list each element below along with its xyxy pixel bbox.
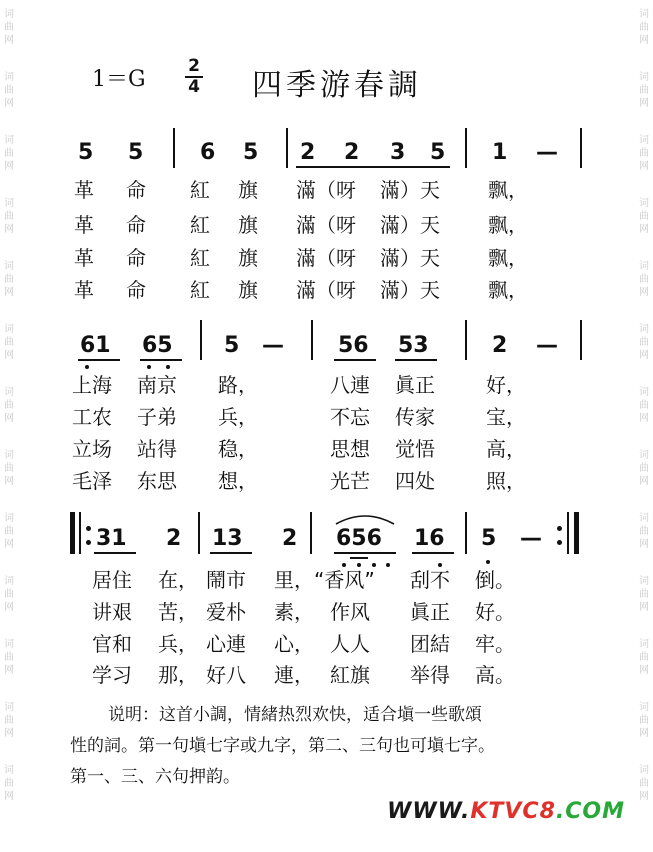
note: 2 xyxy=(282,526,298,551)
lyric: 滿（呀 xyxy=(296,178,356,202)
lyric: 官和 xyxy=(92,632,132,656)
lyric: 命 xyxy=(126,178,146,202)
lyric: 革 xyxy=(74,278,94,302)
lyric: 光芒 xyxy=(330,469,370,493)
lyric: 兵， xyxy=(158,632,198,656)
note: 2 xyxy=(492,333,508,358)
lyric: 立场 xyxy=(72,437,112,461)
low-octave-dot xyxy=(486,560,490,564)
lyric: 八連 xyxy=(330,373,370,397)
eighth-underline xyxy=(334,359,376,361)
eighth-underline xyxy=(210,552,252,554)
lyric: 滿（呀 xyxy=(296,278,356,302)
lyric: 毛泽 xyxy=(72,469,112,493)
lyric: 照， xyxy=(486,469,526,493)
note: 5 xyxy=(128,140,144,165)
left-watermark-strip xyxy=(2,0,16,852)
lyric: 滿（呀 xyxy=(296,246,356,270)
bar-line xyxy=(311,320,313,360)
note: 5 xyxy=(430,140,446,165)
bar-line xyxy=(465,128,467,168)
lyric: 飘， xyxy=(488,246,528,270)
note: 2 xyxy=(166,526,182,551)
lyric: 苦， xyxy=(158,600,198,624)
watermark: 词曲网 xyxy=(4,639,14,676)
watermark: 词曲网 xyxy=(4,450,14,487)
lyric: 兵， xyxy=(218,405,258,429)
watermark: 词曲网 xyxy=(639,576,649,613)
watermark: 词曲网 xyxy=(639,9,649,46)
lyric: 高， xyxy=(486,437,526,461)
watermark: 词曲网 xyxy=(639,135,649,172)
sustain-dash: — xyxy=(536,333,558,358)
lyric: 飘， xyxy=(488,213,528,237)
lyric: 东思 xyxy=(137,469,177,493)
lyric: 紅 xyxy=(190,278,210,302)
bar-line xyxy=(173,128,175,168)
lyric: 眞正 xyxy=(410,600,450,624)
repeat-dot xyxy=(557,526,562,531)
watermark: 词曲网 xyxy=(639,387,649,424)
lyric: 心， xyxy=(274,632,314,656)
note: 6 xyxy=(200,140,216,165)
lyric: 革 xyxy=(74,178,94,202)
lyric: 旗 xyxy=(238,213,258,237)
watermark: 词曲网 xyxy=(4,765,14,802)
repeat-dot xyxy=(86,540,91,545)
lyric: 好八 xyxy=(206,663,246,687)
watermark: 词曲网 xyxy=(639,324,649,361)
eighth-underline xyxy=(140,359,182,361)
lyric: 倒。 xyxy=(475,568,515,592)
lyric: 紅旗 xyxy=(330,663,370,687)
lyric: 作风 xyxy=(330,600,370,624)
note-line-1: 说明：这首小調，情緒热烈欢快，适合塡一些歌頌 xyxy=(108,705,482,725)
lyric: 眞正 xyxy=(395,373,435,397)
note: 56 xyxy=(338,333,369,358)
low-octave-dot xyxy=(147,365,151,369)
lyric: 工农 xyxy=(72,405,112,429)
lyric: 命 xyxy=(126,213,146,237)
watermark: 词曲网 xyxy=(4,135,14,172)
note: 13 xyxy=(212,526,243,551)
sustain-dash: — xyxy=(520,526,542,551)
lyric: 刮不 xyxy=(410,568,450,592)
lyric: 心連 xyxy=(206,632,246,656)
repeat-start-thin-bar xyxy=(79,512,81,554)
note: 5 xyxy=(224,333,240,358)
bar-line xyxy=(580,128,582,168)
lyric: 好。 xyxy=(475,600,515,624)
note: 61 xyxy=(80,333,111,358)
lyric: 紅 xyxy=(190,213,210,237)
repeat-end-thick-bar xyxy=(574,512,579,554)
repeat-dot xyxy=(86,526,91,531)
lyric: 站得 xyxy=(137,437,177,461)
time-signature-top: 2 xyxy=(188,56,200,76)
note: 1 xyxy=(492,140,508,165)
bar-line xyxy=(310,512,312,554)
song-title: 四季游春調 xyxy=(252,68,422,103)
lyric: 革 xyxy=(74,213,94,237)
lyric: 团結 xyxy=(410,632,450,656)
brand-suffix: .COM xyxy=(555,799,625,824)
low-octave-dot xyxy=(438,563,442,567)
watermark: 词曲网 xyxy=(639,702,649,739)
bar-line xyxy=(465,320,467,360)
sustain-dash: — xyxy=(536,140,558,165)
lyric: 旗 xyxy=(238,278,258,302)
eighth-underline xyxy=(296,166,450,168)
site-watermark-logo xyxy=(387,799,625,824)
slur-arc xyxy=(334,512,396,526)
watermark: 词曲网 xyxy=(639,765,649,802)
low-octave-dot xyxy=(372,563,376,567)
lyric: 滿）天 xyxy=(380,246,440,270)
lyric: 人人 xyxy=(330,632,370,656)
time-signature-bottom: 4 xyxy=(188,77,200,97)
lyric: 不忘 xyxy=(330,405,370,429)
lyric: 紅 xyxy=(190,178,210,202)
low-octave-dot xyxy=(342,563,346,567)
lyric: 好， xyxy=(486,373,526,397)
watermark: 词曲网 xyxy=(639,261,649,298)
lyric: 素， xyxy=(274,600,314,624)
lyric: 爱朴 xyxy=(206,600,246,624)
lyric: 稳， xyxy=(218,437,258,461)
watermark: 词曲网 xyxy=(4,324,14,361)
lyric: 想， xyxy=(218,469,258,493)
note: 53 xyxy=(398,333,429,358)
lyric: 子弟 xyxy=(137,405,177,429)
lyric: 四处 xyxy=(395,469,435,493)
eighth-underline xyxy=(334,552,396,554)
bar-line xyxy=(200,320,202,360)
lyric: 飘， xyxy=(488,178,528,202)
lyric: 革 xyxy=(74,246,94,270)
watermark: 词曲网 xyxy=(639,198,649,235)
lyric: 举得 xyxy=(410,663,450,687)
lyric: 滿）天 xyxy=(380,213,440,237)
repeat-dot xyxy=(557,540,562,545)
lyric: 命 xyxy=(126,246,146,270)
lyric: 居住 xyxy=(92,568,132,592)
right-watermark-strip xyxy=(637,0,651,852)
note: 5 xyxy=(481,526,497,551)
lyric: 旗 xyxy=(238,246,258,270)
lyric: 鬧市 xyxy=(206,568,246,592)
bar-line xyxy=(580,320,582,360)
lyric: 宝， xyxy=(486,405,526,429)
note: 656 xyxy=(336,526,382,551)
watermark: 词曲网 xyxy=(4,513,14,550)
lyric: 在， xyxy=(158,568,198,592)
time-signature xyxy=(183,58,205,96)
eighth-underline xyxy=(395,359,437,361)
low-octave-dot xyxy=(85,365,89,369)
note: 65 xyxy=(142,333,173,358)
watermark: 词曲网 xyxy=(4,198,14,235)
lyric: 滿（呀 xyxy=(296,213,356,237)
lyric: 命 xyxy=(126,278,146,302)
watermark: 词曲网 xyxy=(4,261,14,298)
lyric: 旗 xyxy=(238,178,258,202)
low-octave-dot xyxy=(357,563,361,567)
eighth-underline xyxy=(412,552,454,554)
note: 31 xyxy=(96,526,127,551)
bar-line xyxy=(286,128,288,168)
watermark: 词曲网 xyxy=(639,450,649,487)
lyric: 讲艰 xyxy=(92,600,132,624)
lyric: 高。 xyxy=(475,663,515,687)
watermark: 词曲网 xyxy=(4,9,14,46)
note: 2 xyxy=(300,140,316,165)
watermark: 词曲网 xyxy=(639,513,649,550)
lyric: 上海 xyxy=(72,373,112,397)
watermark: 词曲网 xyxy=(4,387,14,424)
lyric: 牢。 xyxy=(475,632,515,656)
lyric: 觉悟 xyxy=(395,437,435,461)
watermark: 词曲网 xyxy=(4,702,14,739)
note: 2 xyxy=(344,140,360,165)
eighth-underline xyxy=(78,359,120,361)
lyric: 飘， xyxy=(488,278,528,302)
key-signature: 1＝G xyxy=(92,67,146,92)
low-octave-dot xyxy=(386,563,390,567)
watermark: 词曲网 xyxy=(639,72,649,109)
bar-line xyxy=(198,512,200,554)
brand-name: KTVC8 xyxy=(470,799,556,824)
note-line-3: 第一、三、六句押韵。 xyxy=(70,767,240,787)
watermark: 词曲网 xyxy=(4,576,14,613)
lyric: 学习 xyxy=(92,663,132,687)
sustain-dash: — xyxy=(262,333,284,358)
lyric: 南京 xyxy=(137,373,177,397)
bar-line xyxy=(465,512,467,554)
lyric: “香风” xyxy=(314,568,375,592)
sixteenth-underline xyxy=(350,557,368,559)
note-line-2: 性的詞。第一句塡七字或九字，第二、三句也可塡七字。 xyxy=(70,736,495,756)
lyric: 那， xyxy=(158,663,198,687)
repeat-start-thick-bar xyxy=(70,512,75,554)
lyric: 滿）天 xyxy=(380,178,440,202)
lyric: 連， xyxy=(274,663,314,687)
lyric: 传家 xyxy=(395,405,435,429)
lyric: 滿）天 xyxy=(380,278,440,302)
low-octave-dot xyxy=(166,365,170,369)
eighth-underline xyxy=(94,552,136,554)
note: 5 xyxy=(243,140,259,165)
lyric: 里， xyxy=(274,568,314,592)
note: 5 xyxy=(78,140,94,165)
lyric: 思想 xyxy=(330,437,370,461)
lyric: 路， xyxy=(218,373,258,397)
repeat-end-thin-bar xyxy=(567,512,569,554)
watermark: 词曲网 xyxy=(4,72,14,109)
lyric: 紅 xyxy=(190,246,210,270)
note: 3 xyxy=(390,140,406,165)
watermark: 词曲网 xyxy=(639,639,649,676)
brand-prefix: WWW. xyxy=(387,799,471,824)
note: 16 xyxy=(414,526,445,551)
